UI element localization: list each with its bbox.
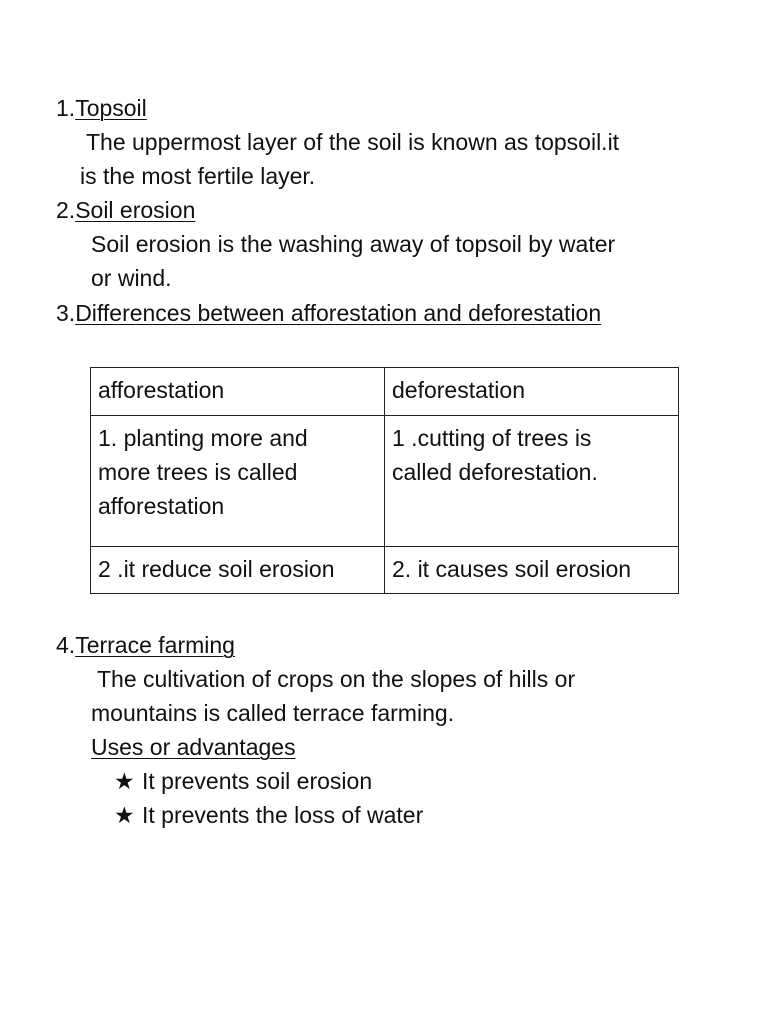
table-cell-deforestation-1 [385, 416, 679, 547]
table-header-row [91, 368, 679, 416]
list-item [114, 798, 423, 832]
table-cell-line: 1 .cutting of trees is [392, 425, 592, 451]
section-2-body-line-1: Soil erosion is the washing away of topsoil by water [91, 231, 616, 257]
list-item [114, 764, 372, 798]
table-cell-line: 1. planting more and [98, 425, 308, 451]
section-2-heading [56, 193, 195, 227]
table-cell-line: afforestation [98, 493, 225, 519]
section-4-body-line-1: The cultivation of crops on the slopes of hills or [91, 666, 576, 692]
section-4-title: Terrace farming [75, 632, 235, 658]
section-1-number: 1. [56, 95, 76, 121]
section-4-heading [56, 628, 235, 662]
star-icon: ★ [114, 802, 135, 828]
section-4-number: 4. [56, 632, 76, 658]
section-1-title: Topsoil [75, 95, 147, 121]
section-4-body-line-2: mountains is called terrace farming. [91, 700, 455, 726]
section-1-body-line-2: is the most fertile layer. [80, 163, 316, 189]
table-row [91, 547, 679, 594]
uses-subheading: Uses or advantages [91, 734, 296, 760]
comparison-table [90, 367, 679, 594]
table-row [91, 416, 679, 547]
section-1-body-line-1: The uppermost layer of the soil is known as topsoil.it [80, 129, 620, 155]
table-cell-deforestation-2 [385, 547, 679, 594]
section-3-heading [56, 296, 601, 330]
section-3-title: Differences between afforestation and deforestation [75, 300, 602, 326]
table-cell-afforestation-2 [91, 547, 385, 594]
section-1-heading [56, 91, 147, 125]
section-2-number: 2. [56, 197, 76, 223]
table-header-afforestation: afforestation [91, 368, 385, 416]
table-cell-afforestation-1 [91, 416, 385, 547]
bullet-text: It prevents the loss of water [142, 802, 424, 828]
table-cell-line: more trees is called [98, 459, 298, 485]
section-2-title: Soil erosion [75, 197, 196, 223]
section-2-body-line-2: or wind. [91, 265, 172, 291]
star-icon: ★ [114, 768, 135, 794]
table-cell-line: 2 .it reduce soil erosion [98, 556, 335, 582]
section-3-number: 3. [56, 300, 76, 326]
table-header-deforestation: deforestation [385, 368, 679, 416]
table-cell-line: called deforestation. [392, 459, 598, 485]
table-cell-line: 2. it causes soil erosion [392, 556, 632, 582]
bullet-text: It prevents soil erosion [142, 768, 373, 794]
